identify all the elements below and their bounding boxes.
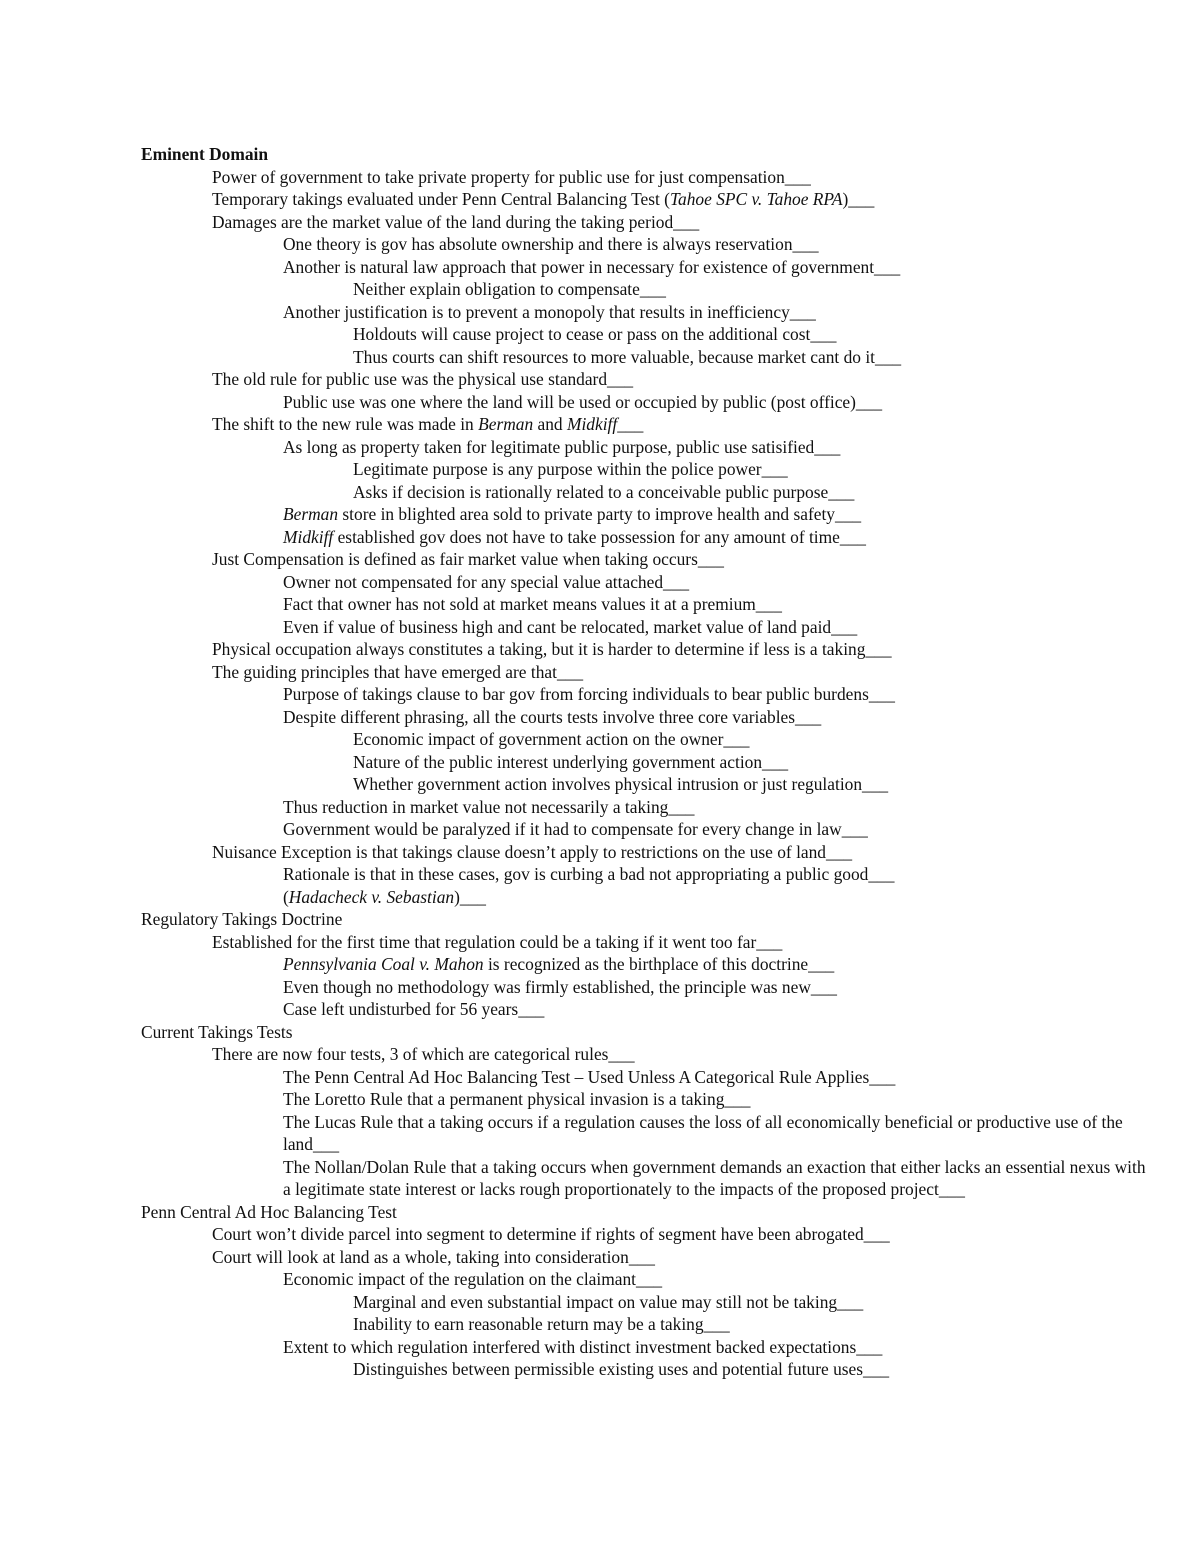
outline-text: Power of government to take private property for public use for just compensation___: [212, 166, 811, 187]
outline-item-level-1: [141, 166, 1151, 189]
outline-text: Temporary takings evaluated under Penn Central Balancing Test (: [212, 189, 670, 209]
outline-text: Marginal and even substantial impact on value may still not be taking___: [353, 1291, 864, 1312]
case-citation: Pennsylvania Coal v. Mahon: [283, 954, 484, 974]
section-heading: [141, 1021, 1151, 1044]
outline-text: Extent to which regulation interfered with distinct investment backed expectations___: [283, 1336, 883, 1357]
outline-text: Another justification is to prevent a monopoly that results in inefficiency___: [283, 301, 816, 322]
outline-text: Thus courts can shift resources to more valuable, because market cant do it___: [353, 346, 902, 367]
outline-text: Economic impact of the regulation on the claimant___: [283, 1269, 663, 1289]
outline-text: Despite different phrasing, all the courts tests involve three core variables___: [283, 706, 822, 727]
outline-text: Case left undisturbed for 56 years___: [283, 999, 545, 1019]
outline-text: One theory is gov has absolute ownership and there is always reservation___: [283, 234, 819, 254]
outline-item-level-1: [141, 661, 1151, 684]
outline-item-level-3: [141, 323, 1151, 346]
case-citation: Tahoe SPC v. Tahoe RPA: [669, 189, 843, 209]
outline-item-level-2: [141, 391, 1151, 414]
outline-item-level-2: [141, 593, 1151, 616]
outline-text: store in blighted area sold to private party to improve health and safety___: [338, 504, 862, 524]
outline-item-level-2: [141, 886, 1151, 909]
case-citation: Berman: [283, 504, 339, 524]
outline-text: The Lucas Rule that a taking occurs if a regulation causes the loss of all economically beneficial or productive use of the land___: [283, 1111, 1123, 1154]
outline-text: The Penn Central Ad Hoc Balancing Test – Used Unless A Categorical Rule Applies___: [283, 1066, 896, 1087]
outline-text: Neither explain obligation to compensate___: [353, 279, 666, 299]
outline-item-level-3: [141, 728, 1151, 751]
outline-text: Current Takings Tests: [141, 1021, 293, 1042]
outline-text: Court will look at land as a whole, taking into consideration___: [212, 1246, 655, 1267]
outline-text: There are now four tests, 3 of which are categorical rules___: [212, 1044, 635, 1064]
outline-item-level-1: [141, 368, 1151, 391]
case-citation: Midkiff: [283, 526, 334, 547]
outline-item-level-2: [141, 1268, 1151, 1291]
outline-item-level-1: [141, 841, 1151, 864]
outline-text: and: [533, 414, 567, 434]
outline-text: Penn Central Ad Hoc Balancing Test: [141, 1201, 397, 1222]
outline-item-level-2: [141, 256, 1151, 279]
outline-text: Holdouts will cause project to cease or pass on the additional cost___: [353, 324, 837, 344]
outline-item-level-1: [141, 413, 1151, 436]
outline-item-level-3: [141, 751, 1151, 774]
outline-text: (: [283, 886, 289, 907]
outline-text: )___: [454, 886, 486, 907]
outline-item-level-3: [141, 1358, 1151, 1381]
outline-item-level-2: [141, 976, 1151, 999]
outline-text: Public use was one where the land will be used or occupied by public (post office)___: [283, 391, 883, 412]
outline-text: Established for the first time that regulation could be a taking if it went too far___: [212, 931, 783, 952]
outline-text: Physical occupation always constitutes a taking, but it is harder to determine if less is a taking___: [212, 639, 892, 659]
outline-text: Government would be paralyzed if it had to compensate for every change in law___: [283, 819, 868, 839]
outline-text: Even if value of business high and cant be relocated, market value of land paid___: [283, 616, 858, 637]
outline-item-level-2: [141, 953, 1151, 976]
case-citation: Berman: [478, 414, 534, 434]
section-heading: [141, 908, 1151, 931]
outline-text: is recognized as the birthplace of this doctrine___: [483, 954, 835, 974]
outline-item-level-2: [141, 1336, 1151, 1359]
outline-text: Court won’t divide parcel into segment to determine if rights of segment have been abrogated___: [212, 1224, 890, 1244]
outline-item-level-2: [141, 998, 1151, 1021]
outline-text: The Loretto Rule that a permanent physical invasion is a taking___: [283, 1089, 751, 1109]
outline-text: Owner not compensated for any special value attached___: [283, 571, 690, 592]
outline-text: established gov does not have to take possession for any amount of time___: [333, 526, 866, 547]
outline-text: The shift to the new rule was made in: [212, 414, 479, 434]
outline-text: Rationale is that in these cases, gov is curbing a bad not appropriating a public good___: [283, 864, 895, 884]
outline-item-level-2: [141, 1156, 1151, 1201]
outline-text: Regulatory Takings Doctrine: [141, 909, 343, 929]
outline-item-level-2: [141, 818, 1151, 841]
outline-item-level-3: [141, 481, 1151, 504]
outline-text: Another is natural law approach that power in necessary for existence of government___: [283, 256, 901, 277]
outline-item-level-3: [141, 1291, 1151, 1314]
outline-item-level-3: [141, 773, 1151, 796]
outline-item-level-2: [141, 436, 1151, 459]
outline-text: Eminent Domain: [141, 144, 269, 164]
outline-text: )___: [842, 189, 875, 209]
case-citation: Hadacheck v. Sebastian: [288, 886, 455, 907]
outline-item-level-2: [141, 683, 1151, 706]
outline-text: Purpose of takings clause to bar gov from forcing individuals to bear public burdens___: [283, 684, 895, 704]
outline-text: Economic impact of government action on the owner___: [353, 729, 750, 749]
outline-item-level-3: [141, 1313, 1151, 1336]
outline-item-level-2: [141, 526, 1151, 549]
outline-item-level-2: [141, 863, 1151, 886]
outline-text: Damages are the market value of the land during the taking period___: [212, 211, 700, 232]
outline-text: Thus reduction in market value not necessarily a taking___: [283, 796, 695, 817]
outline-item-level-1: [141, 1223, 1151, 1246]
outline-item-level-3: [141, 278, 1151, 301]
outline-item-level-1: [141, 548, 1151, 571]
outline-item-level-1: [141, 211, 1151, 234]
outline-item-level-3: [141, 346, 1151, 369]
outline-item-level-3: [141, 458, 1151, 481]
outline-text: Even though no methodology was firmly established, the principle was new___: [283, 976, 837, 997]
outline-item-level-1: [141, 638, 1151, 661]
outline-text: Whether government action involves physical intrusion or just regulation___: [353, 774, 889, 794]
outline-item-level-2: [141, 616, 1151, 639]
document-body: [141, 143, 1151, 1381]
outline-text: Inability to earn reasonable return may be a taking___: [353, 1314, 730, 1334]
outline-item-level-1: [141, 1043, 1151, 1066]
case-citation: Midkiff: [566, 414, 618, 434]
outline-item-level-2: [141, 233, 1151, 256]
outline-text: Fact that owner has not sold at market means values it at a premium___: [283, 594, 782, 614]
outline-item-level-2: [141, 571, 1151, 594]
outline-text: Legitimate purpose is any purpose within the police power___: [353, 459, 788, 479]
outline-text: Nature of the public interest underlying government action___: [353, 751, 789, 772]
outline-text: Nuisance Exception is that takings clause doesn’t apply to restrictions on the use of land___: [212, 841, 853, 862]
outline-item-level-2: [141, 1066, 1151, 1089]
outline-item-level-2: [141, 503, 1151, 526]
outline-text: Just Compensation is defined as fair market value when taking occurs___: [212, 549, 724, 569]
outline-item-level-1: [141, 1246, 1151, 1269]
outline-text: The old rule for public use was the physical use standard___: [212, 369, 634, 389]
outline-text: Distinguishes between permissible existing uses and potential future uses___: [353, 1359, 890, 1379]
outline-text: ___: [617, 414, 644, 434]
outline-item-level-1: [141, 931, 1151, 954]
outline-text: As long as property taken for legitimate public purpose, public use satisified___: [283, 436, 841, 457]
outline-item-level-2: [141, 1111, 1151, 1156]
outline-text: Asks if decision is rationally related to a conceivable public purpose___: [353, 481, 855, 502]
outline-item-level-2: [141, 301, 1151, 324]
outline-item-level-2: [141, 706, 1151, 729]
outline-text: The guiding principles that have emerged are that___: [212, 661, 584, 682]
outline-item-level-2: [141, 796, 1151, 819]
outline-text: The Nollan/Dolan Rule that a taking occurs when government demands an exaction that either lacks an essential nexus with a legitimate state interest or lacks rough proportionately to the impacts of the proposed project___: [283, 1156, 1146, 1199]
outline-item-level-1: [141, 188, 1151, 211]
outline-item-level-2: [141, 1088, 1151, 1111]
section-heading: [141, 1201, 1151, 1224]
section-heading: [141, 143, 1151, 166]
